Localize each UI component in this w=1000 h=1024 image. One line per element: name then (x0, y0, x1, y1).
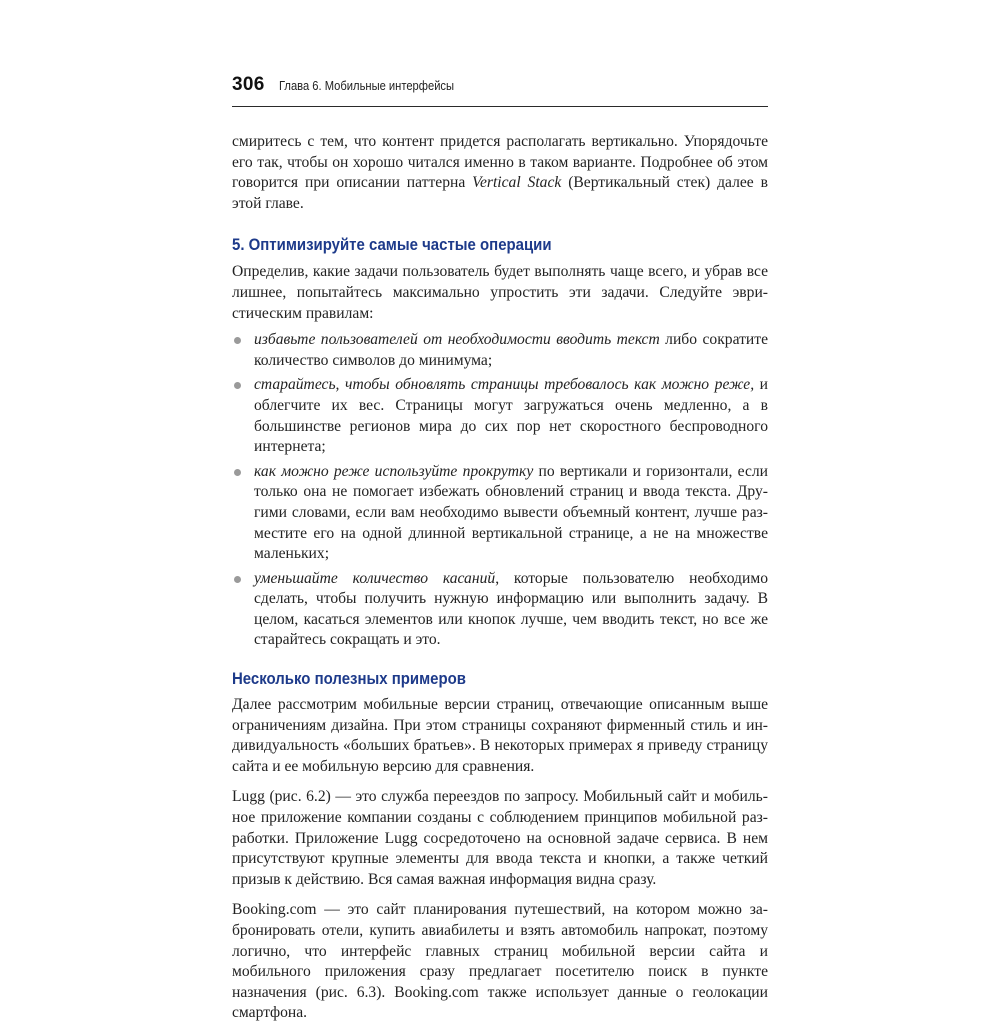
list-item-rest: либо сократите количество символов до минимума; (254, 331, 768, 369)
booking-paragraph: Booking.com — это сайт планирования путешествий, на котором можно забронировать отели, купить авиабилеты и взять автомобиль напрокат, поэтому логично, что интерфейс главных страниц мобильной версии сайта и мобильного приложения сразу предлагает посетителю поиск в пункте назначения (рис. 6.3). Booking.com также использует данные о геолокации смартфона. (232, 901, 768, 1022)
optimize-paragraph: Определив, какие задачи пользователь будет выполнять чаще всего, и убрав все лишнее, попытайтесь максимально упростить эти задачи. Следуйте эвристическим правилам: (232, 263, 768, 322)
section-heading-examples: Несколько полезных примеров (232, 669, 466, 689)
book-page (232, 74, 768, 1024)
intro-text-part2: (Вертикальный стек) далее в этой главе. (232, 174, 768, 212)
list-item-emphasis: как можно реже используйте прокрутку (254, 462, 534, 480)
intro-paragraph (232, 132, 768, 214)
list-item-text (254, 462, 768, 565)
lugg-paragraph: Lugg (рис. 6.2) — это служба переездов по запросу. Мобильный сайт и мобильное приложение компании созданы с соблюдением принципов мобильной разработки. Приложение Lugg сосредоточено на основной задаче сервиса. В нем присутствуют крупные элементы для ввода текста и кнопки, а также четкий призыв к действию. Вся самая важная информация видна сразу. (232, 788, 768, 888)
list-item (232, 375, 768, 457)
running-header (232, 74, 768, 107)
list-item-text (254, 330, 768, 371)
list-item-emphasis: старайтесь, чтобы обновлять страницы требовалось как можно реже, (254, 376, 755, 394)
examples-paragraph: Далее рассмотрим мобильные версии страниц, отвечающие описанным выше ограничениям дизайна. При этом страницы сохраняют фирменный стиль и индивидуальность «больших братьев». В некоторых примерах я приведу страницу сайта и ее мобильную версию для сравнения. (232, 696, 768, 775)
list-item-rest: по вертикали и горизонтали, если только она не помогает избежать обновлений страниц и ввода текста. Другими словами, если вам необходимо вывести объемный контент, лучше разместите его на одной длинной вертикальной странице, а не на множестве маленьких; (254, 462, 768, 563)
bullet-icon (234, 382, 241, 389)
list-item-emphasis: избавьте пользователей от необходимости вводить текст (254, 331, 660, 349)
intro-text-part1: смиритесь с тем, что контент придется располагать вертикально. Упорядочьте его так, чтобы он хорошо читался именно в таком варианте. Подробнее об этом говорится при описании паттерна (232, 133, 768, 192)
list-item (232, 569, 768, 651)
bullet-icon (234, 576, 241, 583)
list-item (232, 462, 768, 565)
heuristics-list (232, 330, 768, 651)
list-item-emphasis: уменьшайте количество касаний (254, 569, 496, 587)
list-item (232, 330, 768, 371)
bullet-icon (234, 337, 241, 344)
section-heading-optimize: 5. Оптимизируйте самые частые операции (232, 235, 552, 255)
list-item-text (254, 375, 768, 457)
list-item-text (254, 569, 768, 651)
pattern-name: Vertical Stack (472, 174, 562, 192)
bullet-icon (234, 469, 241, 476)
page-number: 306 (232, 74, 265, 95)
list-item-rest: , которые пользователю необходимо сделать, чтобы получить нужную информацию или выполнить задачу. В целом, касаться элементов или кнопок лучше, чем вводить текст, но все же старайтесь сокращать и это. (254, 569, 768, 649)
list-item-rest: и облегчите их вес. Страницы могут загружаться очень медленно, а в большинстве регионов мира до сих пор нет скоростного беспроводного интернета; (254, 376, 769, 456)
chapter-title: Глава 6. Мобильные интерфейсы (278, 78, 454, 93)
